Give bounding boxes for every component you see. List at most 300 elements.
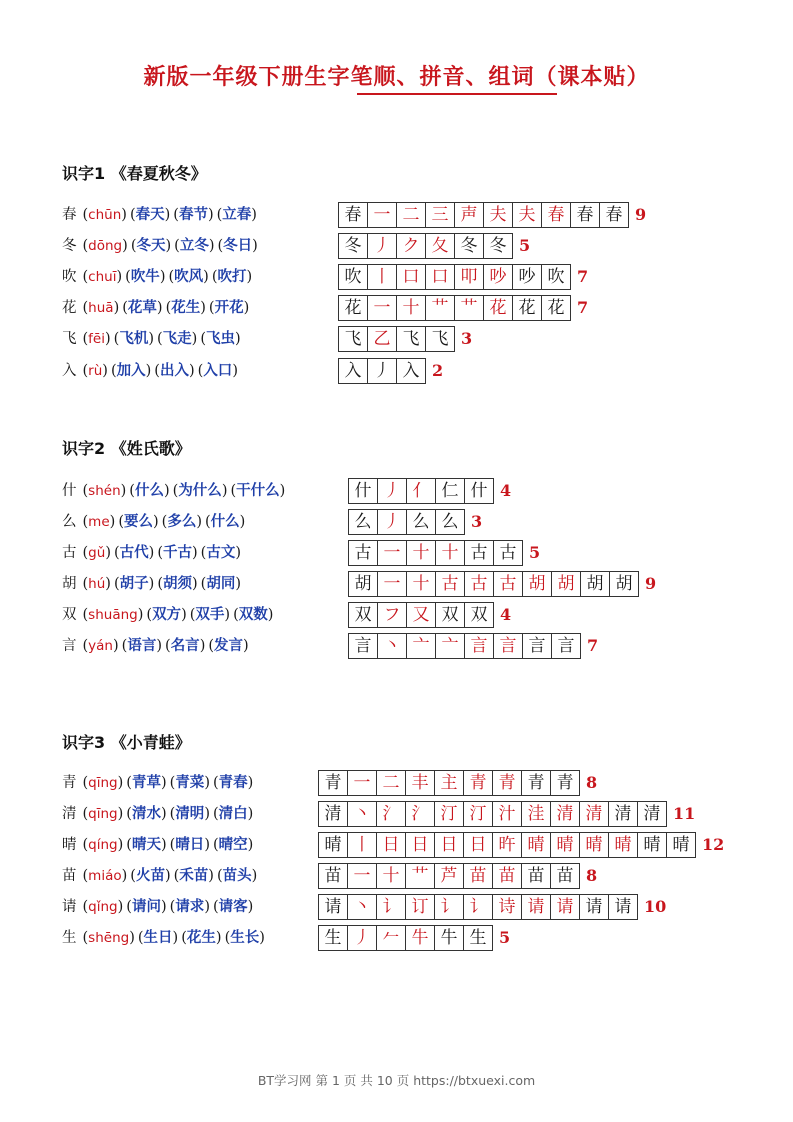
paren: ) bbox=[113, 300, 120, 316]
word-group: (冬日) bbox=[217, 237, 258, 254]
stroke-count: 3 bbox=[471, 512, 483, 531]
char-info bbox=[62, 599, 273, 630]
stroke-order-grid bbox=[348, 477, 511, 504]
stroke-cell-full: 入 bbox=[338, 358, 368, 384]
stroke-cell: 古 bbox=[464, 571, 494, 597]
stroke-count: 7 bbox=[577, 267, 589, 286]
example-word: 什么 bbox=[210, 513, 240, 530]
stroke-count: 9 bbox=[635, 205, 647, 224]
word-group: (胡子) bbox=[113, 575, 155, 592]
paren: ( bbox=[82, 576, 89, 592]
stroke-cell: 青 bbox=[463, 770, 493, 796]
stroke-cell: 丿 bbox=[347, 925, 377, 951]
word-group: (飞虫) bbox=[200, 330, 241, 347]
stroke-cell: 春 bbox=[599, 202, 629, 228]
stroke-count: 12 bbox=[702, 835, 725, 854]
character: 么 bbox=[62, 514, 77, 530]
paren: ( bbox=[82, 837, 89, 853]
example-word: 清明 bbox=[175, 805, 205, 822]
stroke-count: 11 bbox=[673, 804, 696, 823]
word-group: (青春) bbox=[212, 774, 254, 791]
example-word: 干什么 bbox=[236, 482, 280, 499]
character: 青 bbox=[62, 775, 77, 791]
stroke-cell: 双 bbox=[435, 602, 465, 628]
page-title: 新版一年级下册生字笔顺、拼音、组词（课本贴） bbox=[143, 64, 650, 90]
word-group: (春天) bbox=[129, 206, 171, 223]
stroke-cell: 丶 bbox=[347, 894, 377, 920]
stroke-cell: 苗 bbox=[492, 863, 522, 889]
stroke-count: 7 bbox=[587, 636, 599, 655]
stroke-cell-full: 飞 bbox=[338, 326, 368, 352]
example-word: 吹风 bbox=[174, 268, 204, 285]
character: 苗 bbox=[62, 868, 77, 884]
stroke-cell: 请 bbox=[608, 894, 638, 920]
example-word: 花生 bbox=[171, 299, 201, 316]
stroke-cell: 丿 bbox=[367, 358, 397, 384]
example-word: 多么 bbox=[167, 513, 197, 530]
stroke-cell: 洼 bbox=[521, 801, 551, 827]
stroke-cell: 日 bbox=[463, 832, 493, 858]
stroke-cell: 晴 bbox=[666, 832, 696, 858]
pinyin: fēi bbox=[88, 331, 105, 347]
section-title: 识字3 《小青蛙》 bbox=[62, 733, 191, 752]
stroke-cell: 胡 bbox=[609, 571, 639, 597]
stroke-cell: 请 bbox=[521, 894, 551, 920]
stroke-cell: 一 bbox=[367, 295, 397, 321]
pinyin: shēng bbox=[88, 930, 130, 946]
paren: ( bbox=[82, 483, 89, 499]
stroke-cell: 晴 bbox=[521, 832, 551, 858]
word-group: (为什么) bbox=[172, 482, 228, 499]
stroke-cell: 晴 bbox=[637, 832, 667, 858]
stroke-cell: 古 bbox=[493, 571, 523, 597]
paren: ( bbox=[82, 806, 89, 822]
paren: ) bbox=[104, 331, 111, 347]
word-group: (禾苗) bbox=[173, 867, 214, 884]
stroke-cell: 十 bbox=[406, 571, 436, 597]
char-info bbox=[62, 568, 241, 599]
paren: ) bbox=[105, 545, 111, 561]
word-group: (晴日) bbox=[169, 836, 210, 853]
example-word: 飞机 bbox=[119, 330, 149, 347]
character: 春 bbox=[62, 207, 77, 223]
stroke-cell: 吵 bbox=[512, 264, 542, 290]
stroke-cell: 清 bbox=[579, 801, 609, 827]
pinyin: qīng bbox=[88, 775, 118, 791]
example-word: 吹打 bbox=[217, 268, 247, 285]
stroke-cell: 请 bbox=[550, 894, 580, 920]
word-group: (古文) bbox=[200, 544, 242, 561]
paren: ) bbox=[117, 775, 124, 791]
pinyin: chuī bbox=[88, 269, 117, 285]
stroke-count: 10 bbox=[644, 897, 667, 916]
stroke-cell-full: 苗 bbox=[318, 863, 348, 889]
stroke-cell: 晴 bbox=[579, 832, 609, 858]
word-group: (多么) bbox=[161, 513, 202, 530]
stroke-order-grid bbox=[338, 201, 646, 228]
stroke-cell: 口 bbox=[396, 264, 426, 290]
pinyin: gǔ bbox=[88, 545, 106, 561]
example-word: 生长 bbox=[230, 929, 260, 946]
stroke-cell: 生 bbox=[463, 925, 493, 951]
stroke-cell: 一 bbox=[347, 863, 377, 889]
example-word: 晴日 bbox=[175, 836, 205, 853]
paren: ) bbox=[129, 930, 135, 946]
stroke-cell: 主 bbox=[434, 770, 464, 796]
character: 言 bbox=[62, 638, 77, 654]
section-3 bbox=[62, 731, 782, 948]
example-word: 花草 bbox=[127, 299, 157, 316]
stroke-count: 4 bbox=[500, 605, 512, 624]
word-group: (语言) bbox=[121, 637, 163, 654]
paren: ( bbox=[82, 775, 89, 791]
example-word: 请问 bbox=[131, 898, 161, 915]
example-word: 飞走 bbox=[162, 330, 192, 347]
word-group: (请客) bbox=[212, 898, 254, 915]
word-group: (清白) bbox=[212, 805, 254, 822]
example-word: 青菜 bbox=[175, 774, 205, 791]
paren: ( bbox=[82, 545, 89, 561]
pinyin: rù bbox=[88, 363, 103, 379]
stroke-cell: 亠 bbox=[435, 633, 465, 659]
stroke-cell: 声 bbox=[454, 202, 484, 228]
paren: ) bbox=[121, 868, 128, 884]
paren: ( bbox=[82, 607, 89, 623]
word-group: (千古) bbox=[157, 544, 198, 561]
word-group: (晴天) bbox=[126, 836, 167, 853]
stroke-cell: 晴 bbox=[608, 832, 638, 858]
word-group: (吹牛) bbox=[125, 268, 166, 285]
pinyin: miáo bbox=[88, 868, 122, 884]
stroke-cell: 什 bbox=[464, 478, 494, 504]
section-1 bbox=[62, 162, 782, 381]
example-word: 请客 bbox=[218, 898, 248, 915]
stroke-cell-full: 冬 bbox=[338, 233, 368, 259]
stroke-cell: 古 bbox=[464, 540, 494, 566]
character: 冬 bbox=[62, 238, 77, 254]
pinyin: shuāng bbox=[88, 607, 138, 623]
char-info bbox=[62, 199, 257, 230]
stroke-cell: 春 bbox=[570, 202, 600, 228]
title-underline bbox=[357, 93, 557, 95]
stroke-cell: 艹 bbox=[425, 295, 455, 321]
stroke-count: 9 bbox=[645, 574, 657, 593]
word-group: (胡同) bbox=[200, 575, 241, 592]
example-word: 胡同 bbox=[206, 575, 236, 592]
stroke-cell: 三 bbox=[425, 202, 455, 228]
word-group: (古代) bbox=[113, 544, 155, 561]
stroke-cell: 十 bbox=[435, 540, 465, 566]
word-group: (清水) bbox=[126, 805, 167, 822]
example-word: 青草 bbox=[131, 774, 161, 791]
word-group: (飞走) bbox=[157, 330, 198, 347]
char-info bbox=[62, 261, 252, 292]
stroke-order-grid bbox=[348, 539, 540, 566]
stroke-cell-full: 么 bbox=[348, 509, 378, 535]
stroke-cell: 青 bbox=[521, 770, 551, 796]
stroke-cell: 入 bbox=[396, 358, 426, 384]
stroke-cell: フ bbox=[377, 602, 407, 628]
stroke-cell-full: 春 bbox=[338, 202, 368, 228]
word-group: (双方) bbox=[146, 606, 187, 623]
stroke-cell: 订 bbox=[405, 894, 435, 920]
stroke-cell: 丿 bbox=[377, 509, 407, 535]
pinyin: hú bbox=[88, 576, 106, 592]
char-info bbox=[62, 355, 238, 386]
paren: ( bbox=[82, 638, 89, 654]
stroke-count: 7 bbox=[577, 298, 589, 317]
word-group: (清明) bbox=[169, 805, 210, 822]
word-group: (出入) bbox=[154, 362, 195, 379]
word-group: (生日) bbox=[137, 929, 179, 946]
stroke-cell: 二 bbox=[376, 770, 406, 796]
example-word: 为什么 bbox=[178, 482, 222, 499]
stroke-cell: 叩 bbox=[454, 264, 484, 290]
stroke-cell: 花 bbox=[483, 295, 513, 321]
example-word: 要么 bbox=[123, 513, 153, 530]
word-group: (立冬) bbox=[174, 237, 215, 254]
word-group: (双手) bbox=[189, 606, 231, 623]
stroke-cell-full: 花 bbox=[338, 295, 368, 321]
word-group: (春节) bbox=[173, 206, 214, 223]
pinyin: chūn bbox=[88, 207, 122, 223]
stroke-cell: 艹 bbox=[405, 863, 435, 889]
example-word: 语言 bbox=[127, 637, 157, 654]
pinyin: dōng bbox=[88, 238, 123, 254]
paren: ( bbox=[82, 269, 89, 285]
stroke-count: 5 bbox=[529, 543, 541, 562]
example-word: 加入 bbox=[116, 362, 146, 379]
pinyin: yán bbox=[88, 638, 113, 654]
stroke-order-grid bbox=[318, 893, 666, 920]
stroke-order-grid bbox=[348, 570, 656, 597]
section-title: 识字2 《姓氏歌》 bbox=[62, 439, 191, 458]
character: 什 bbox=[62, 483, 77, 499]
example-word: 双数 bbox=[238, 606, 268, 623]
pinyin: me bbox=[88, 514, 110, 530]
char-info bbox=[62, 537, 241, 568]
pinyin: huā bbox=[88, 300, 114, 316]
paren: ) bbox=[105, 576, 111, 592]
example-word: 发言 bbox=[214, 637, 244, 654]
paren: ( bbox=[82, 363, 89, 379]
stroke-cell: 胡 bbox=[580, 571, 610, 597]
char-info bbox=[62, 922, 265, 953]
word-group: (吹打) bbox=[211, 268, 253, 285]
example-word: 吹牛 bbox=[130, 268, 160, 285]
stroke-cell: 丨 bbox=[367, 264, 397, 290]
paren: ) bbox=[122, 238, 128, 254]
stroke-cell: 苗 bbox=[521, 863, 551, 889]
paren: ) bbox=[113, 638, 119, 654]
paren: ) bbox=[120, 483, 127, 499]
word-group: (青草) bbox=[126, 774, 167, 791]
stroke-cell: 一 bbox=[367, 202, 397, 228]
character: 胡 bbox=[62, 576, 77, 592]
paren: ) bbox=[117, 899, 124, 915]
stroke-cell: 牛 bbox=[405, 925, 435, 951]
stroke-order-grid bbox=[338, 294, 588, 321]
stroke-cell: 汁 bbox=[492, 801, 522, 827]
char-info bbox=[62, 630, 249, 661]
stroke-cell-full: 胡 bbox=[348, 571, 378, 597]
example-word: 立春 bbox=[222, 206, 252, 223]
stroke-cell: 亠 bbox=[406, 633, 436, 659]
stroke-cell: ク bbox=[396, 233, 426, 259]
stroke-cell: 双 bbox=[464, 602, 494, 628]
stroke-order-grid bbox=[318, 831, 724, 858]
paren: ) bbox=[117, 837, 124, 853]
word-group: (加入) bbox=[110, 362, 152, 379]
stroke-cell: 日 bbox=[376, 832, 406, 858]
example-word: 双手 bbox=[195, 606, 225, 623]
example-word: 双方 bbox=[152, 606, 182, 623]
stroke-cell: 古 bbox=[435, 571, 465, 597]
character: 生 bbox=[62, 930, 77, 946]
stroke-cell: 花 bbox=[541, 295, 571, 321]
word-group: (晴空) bbox=[212, 836, 254, 853]
example-word: 冬日 bbox=[223, 237, 253, 254]
paren: ( bbox=[82, 930, 89, 946]
section-2 bbox=[62, 437, 782, 656]
char-info bbox=[62, 292, 249, 323]
stroke-cell: 青 bbox=[492, 770, 522, 796]
stroke-cell-full: 双 bbox=[348, 602, 378, 628]
stroke-cell: 清 bbox=[637, 801, 667, 827]
example-word: 春天 bbox=[135, 206, 165, 223]
stroke-cell: 胡 bbox=[551, 571, 581, 597]
stroke-cell: 一 bbox=[377, 540, 407, 566]
word-group: (什么) bbox=[129, 482, 170, 499]
stroke-cell: 胡 bbox=[522, 571, 552, 597]
char-info bbox=[62, 798, 253, 829]
char-info bbox=[62, 891, 253, 922]
stroke-count: 2 bbox=[432, 361, 444, 380]
stroke-cell: 汀 bbox=[463, 801, 493, 827]
stroke-cell: 氵 bbox=[405, 801, 435, 827]
word-group: (干什么) bbox=[230, 482, 286, 499]
example-word: 千古 bbox=[163, 544, 192, 561]
char-info bbox=[62, 860, 257, 891]
stroke-cell: 丰 bbox=[405, 770, 435, 796]
character: 晴 bbox=[62, 837, 77, 853]
paren: ( bbox=[82, 868, 89, 884]
pinyin: shén bbox=[88, 483, 121, 499]
example-word: 古文 bbox=[206, 544, 236, 561]
stroke-count: 5 bbox=[499, 928, 511, 947]
stroke-cell: 么 bbox=[435, 509, 465, 535]
char-info bbox=[62, 829, 253, 860]
stroke-cell: 古 bbox=[493, 540, 523, 566]
stroke-order-grid bbox=[338, 232, 530, 259]
word-group: (什么) bbox=[205, 513, 246, 530]
stroke-cell: 丶 bbox=[377, 633, 407, 659]
stroke-order-grid bbox=[338, 357, 443, 384]
word-group: (发言) bbox=[208, 637, 249, 654]
stroke-cell-full: 什 bbox=[348, 478, 378, 504]
stroke-cell: 讠 bbox=[376, 894, 406, 920]
example-word: 请求 bbox=[175, 898, 205, 915]
word-group: (请问) bbox=[126, 898, 167, 915]
stroke-cell: 汀 bbox=[434, 801, 464, 827]
example-word: 生日 bbox=[143, 929, 173, 946]
word-group: (冬天) bbox=[130, 237, 172, 254]
character: 古 bbox=[62, 545, 77, 561]
stroke-cell: 诗 bbox=[492, 894, 522, 920]
stroke-cell: 冬 bbox=[483, 233, 513, 259]
stroke-cell: 言 bbox=[522, 633, 552, 659]
stroke-count: 3 bbox=[461, 329, 473, 348]
word-group: (青菜) bbox=[169, 774, 210, 791]
stroke-cell: 飞 bbox=[396, 326, 426, 352]
paren: ) bbox=[121, 207, 127, 223]
stroke-count: 8 bbox=[586, 866, 598, 885]
char-info bbox=[62, 230, 258, 261]
paren: ) bbox=[137, 607, 144, 623]
char-info bbox=[62, 323, 241, 354]
pinyin: qíng bbox=[88, 837, 118, 853]
paren: ( bbox=[82, 300, 89, 316]
stroke-cell: 清 bbox=[550, 801, 580, 827]
stroke-cell: 言 bbox=[551, 633, 581, 659]
stroke-order-grid bbox=[348, 508, 482, 535]
word-group: (开花) bbox=[208, 299, 250, 316]
stroke-order-grid bbox=[348, 601, 511, 628]
example-word: 什么 bbox=[134, 482, 164, 499]
pinyin: qīng bbox=[88, 806, 118, 822]
example-word: 禾苗 bbox=[179, 867, 209, 884]
char-info bbox=[62, 506, 245, 537]
character: 双 bbox=[62, 607, 77, 623]
stroke-cell: 春 bbox=[541, 202, 571, 228]
stroke-order-grid bbox=[318, 769, 597, 796]
example-word: 入口 bbox=[203, 362, 233, 379]
word-group: (花生) bbox=[165, 299, 206, 316]
stroke-cell: 丿 bbox=[367, 233, 397, 259]
stroke-cell: 花 bbox=[512, 295, 542, 321]
stroke-cell-full: 青 bbox=[318, 770, 348, 796]
stroke-cell: 吵 bbox=[483, 264, 513, 290]
example-word: 立冬 bbox=[179, 237, 209, 254]
stroke-cell: 一 bbox=[347, 770, 377, 796]
stroke-cell: 仁 bbox=[435, 478, 465, 504]
char-info bbox=[62, 475, 285, 506]
paren: ( bbox=[82, 514, 89, 530]
paren: ( bbox=[82, 238, 89, 254]
stroke-cell-full: 古 bbox=[348, 540, 378, 566]
word-group: (花生) bbox=[181, 929, 222, 946]
stroke-cell: 一 bbox=[377, 571, 407, 597]
stroke-cell: 青 bbox=[550, 770, 580, 796]
word-group: (请求) bbox=[169, 898, 210, 915]
stroke-cell: 讠 bbox=[434, 894, 464, 920]
paren: ( bbox=[82, 331, 89, 347]
example-word: 飞虫 bbox=[206, 330, 236, 347]
example-word: 古代 bbox=[119, 544, 149, 561]
example-word: 胡子 bbox=[119, 575, 149, 592]
stroke-cell: 牛 bbox=[434, 925, 464, 951]
stroke-cell: 丨 bbox=[347, 832, 377, 858]
stroke-cell: 𠂉 bbox=[376, 925, 406, 951]
stroke-cell-full: 言 bbox=[348, 633, 378, 659]
example-word: 晴空 bbox=[218, 836, 248, 853]
stroke-cell: 么 bbox=[406, 509, 436, 535]
stroke-cell: 讠 bbox=[463, 894, 493, 920]
stroke-cell: 口 bbox=[425, 264, 455, 290]
stroke-cell: 乙 bbox=[367, 326, 397, 352]
character: 请 bbox=[62, 899, 77, 915]
paren: ) bbox=[117, 806, 124, 822]
